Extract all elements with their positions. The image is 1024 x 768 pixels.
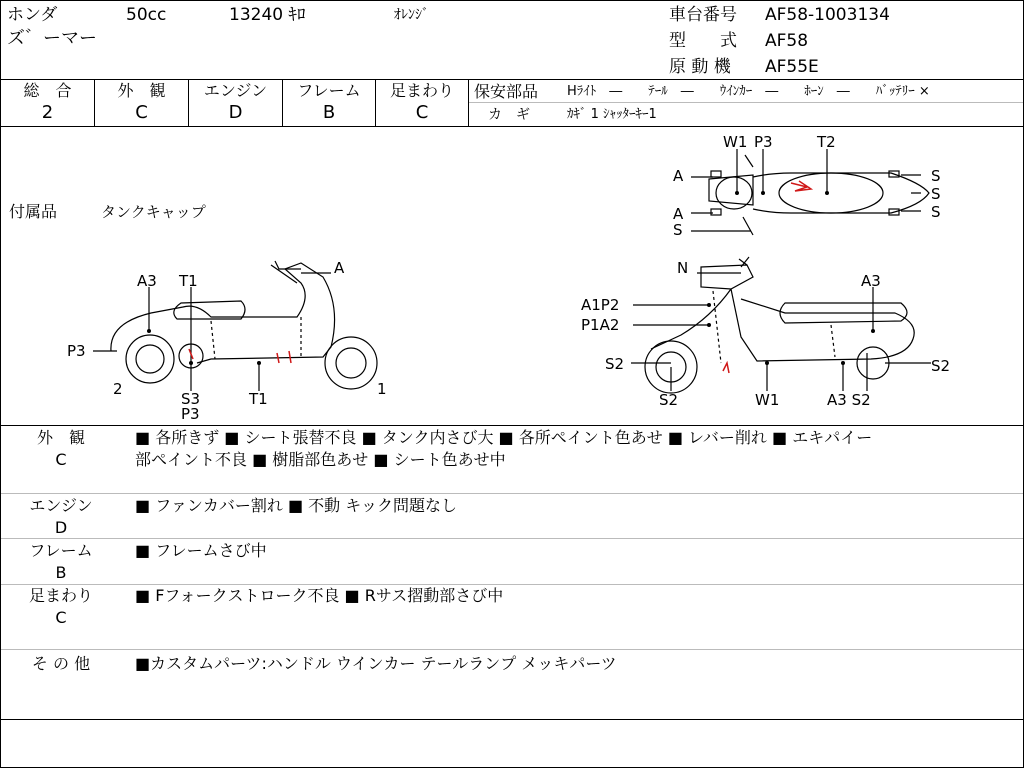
label-a3s2: A3 S2: [827, 391, 871, 409]
damage-marks: [189, 181, 811, 373]
key-value: ｶｷﾞ 1 ｼｬｯﾀｰｷｰ1: [567, 107, 657, 122]
grade-header-exterior: 外 観: [117, 81, 166, 100]
key-label: カ ギ: [488, 107, 530, 123]
type-label: 型 式: [669, 31, 737, 51]
grade-header-frame: フレーム: [297, 81, 361, 100]
label-p3-left-bottom: P3: [181, 405, 200, 423]
safety-items: Hﾗｲﾄ ― ﾃｰﾙ ― ｳｲﾝｶｰ ― ﾎｰﾝ ― ﾊﾞｯﾃﾘｰ ×: [567, 84, 930, 99]
label-s3-left: S3: [181, 390, 201, 408]
label-s-bottom: S: [673, 221, 683, 239]
label-s2: S: [931, 185, 941, 203]
frame-no-label: 車台番号: [669, 5, 737, 25]
label-a3-left: A3: [137, 272, 157, 290]
type-value: AF58: [765, 31, 809, 51]
color: ｵﾚﾝｼﾞ: [394, 7, 429, 23]
label-1: 1: [377, 380, 387, 398]
grade-suspension: C: [415, 102, 429, 123]
label-s2-bottom: S2: [659, 391, 679, 409]
section-exterior-line-2: 部ペイント不良 ■ 樹脂部色あせ ■ シート色あせ中: [135, 450, 506, 469]
label-t2: T2: [817, 133, 836, 151]
safety-label: 保安部品: [474, 82, 539, 101]
label-a1p2: A1P2: [581, 296, 620, 314]
grade-exterior: C: [135, 102, 148, 123]
engine-value: AF55E: [765, 57, 819, 77]
label-s2-right: S2: [931, 357, 951, 375]
grade-engine: D: [228, 102, 243, 123]
label-p3-top: P3: [754, 133, 773, 151]
section-engine-line-1: ■ ファンカバー割れ ■ 不動 キック問題なし: [135, 496, 457, 515]
label-a-left: A: [334, 259, 345, 277]
grade-header-suspension: 足まわり: [389, 81, 454, 100]
section-other-label: そ の 他: [31, 654, 91, 673]
label-p1a2: P1A2: [581, 316, 620, 334]
section-engine-label: エンジン: [29, 496, 93, 515]
section-engine-grade: D: [54, 518, 68, 537]
section-exterior-label: 外 観: [36, 428, 85, 447]
section-suspension-grade: C: [55, 608, 67, 627]
label-a3-right: A3: [861, 272, 881, 290]
label-p3-left: P3: [67, 342, 86, 360]
frame-no: AF58-1003134: [765, 5, 890, 25]
maker: ホンダ: [7, 5, 58, 25]
section-suspension-line-1: ■ Fフォークストローク不良 ■ Rサス摺動部さび中: [135, 586, 504, 605]
section-exterior-grade: C: [55, 450, 67, 469]
divider: [1, 79, 1023, 80]
section-frame-grade: B: [55, 563, 67, 582]
label-n: N: [677, 259, 689, 277]
displacement: 50cc: [126, 5, 167, 25]
label-a-bottom: A: [673, 205, 684, 223]
mileage: 13240 ｷﾛ: [229, 5, 306, 25]
top-view-scooter: [709, 155, 929, 235]
label-t1-left-bottom: T1: [249, 390, 268, 408]
label-s3: S: [931, 203, 941, 221]
label-s2-left: S2: [605, 355, 625, 373]
label-s1: S: [931, 167, 941, 185]
section-frame-label: フレーム: [29, 541, 93, 560]
engine-label: 原 動 機: [669, 57, 731, 77]
label-w1: W1: [723, 133, 748, 151]
grade-frame: B: [322, 102, 336, 123]
grade-header-engine: エンジン: [203, 81, 268, 100]
model-name: ズ゛ーマー: [7, 28, 97, 49]
label-w1-right: W1: [755, 391, 780, 409]
label-2: 2: [113, 380, 123, 398]
scooter-diagram: [1, 127, 1023, 425]
section-other-line-1: ■カスタムパーツ:ハンドル ウインカー テールランプ メッキパーツ: [135, 654, 617, 673]
grade-overall: 2: [41, 102, 54, 123]
section-frame-line-1: ■ フレームさび中: [135, 541, 267, 560]
grade-header-overall: 総 合: [23, 81, 72, 100]
label-t1-left: T1: [179, 272, 198, 290]
section-suspension-label: 足まわり: [28, 586, 93, 605]
section-exterior-line-1: ■ 各所きず ■ シート張替不良 ■ タンク内さび大 ■ 各所ペイント色あせ ■ レバー削れ ■ エキパイー: [135, 428, 873, 447]
label-a-top: A: [673, 167, 684, 185]
accessories-label: 付属品: [9, 202, 58, 221]
accessories-value: タンクキャップ: [101, 203, 206, 221]
